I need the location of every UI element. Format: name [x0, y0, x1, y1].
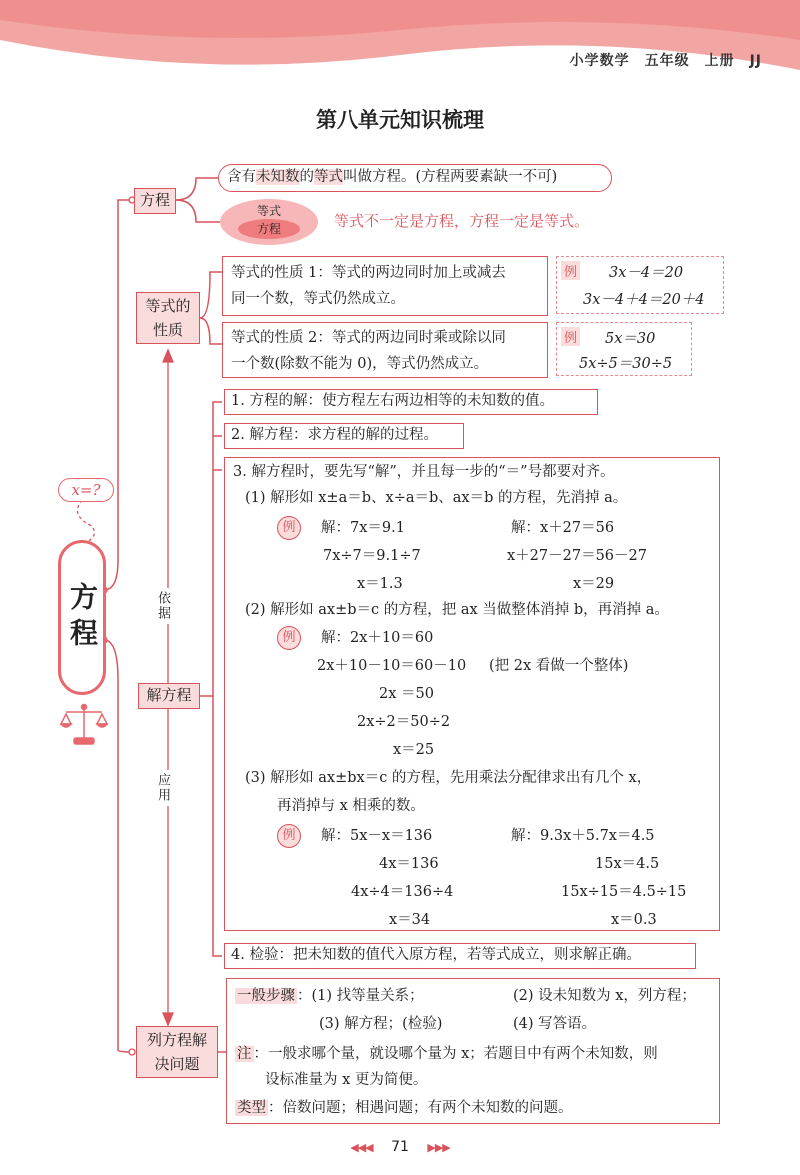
note-line2: 设标准量为 x 更为简便。 [265, 1072, 428, 1088]
def-unknown: 未知数 [256, 169, 300, 185]
tag-word-problem [136, 1026, 218, 1078]
e3b-1: 15x＝4.5 [595, 856, 660, 872]
step-2: (2) 设未知数为 x，列方程； [513, 988, 696, 1004]
note-label: 注 [237, 1046, 252, 1062]
type1-title: (1) 解形如 x±a＝b、x÷a＝b、ax＝b 的方程，先消掉 a。 [245, 490, 628, 506]
central-topic [58, 540, 106, 695]
word-problem-box [226, 978, 720, 1124]
e2-0: 解：2x＋10＝60 [321, 630, 434, 646]
item2-text: 2. 解方程：求方程的解的过程。 [231, 427, 438, 443]
badge-text: x=? [71, 481, 101, 499]
type2-title: (2) 解形如 ax±b＝c 的方程，把 ax 当做整体消掉 b，再消掉 a。 [245, 602, 669, 618]
solve-item-3 [224, 457, 720, 931]
property-2-l1: 等式的性质 2：等式的两边同时乘或除以同 [231, 330, 506, 346]
solve-item-4 [224, 943, 696, 969]
e2-note: (把 2x 看做一个整体) [489, 658, 629, 674]
example-label: 例 [561, 261, 580, 280]
label-apply: 应用 [153, 770, 172, 806]
steps-label: 一般步骤 [237, 988, 295, 1004]
header-book-info: 小学数学 五年级 上册 JJ [569, 53, 762, 69]
e1b-0: 解：x＋27＝56 [511, 520, 615, 536]
page-footer [0, 1139, 800, 1155]
def-mid: 的 [299, 169, 314, 185]
def-pre: 含有 [227, 169, 256, 185]
property-2-example [556, 322, 692, 376]
e1b-1: x＋27－27＝56－27 [507, 548, 647, 564]
note-text-1: ：一般求哪个量，就设哪个量为 x；若题目中有两个未知数，则 [253, 1046, 658, 1062]
types-text: ：倍数问题；相遇问题；有两个未知数的问题。 [268, 1100, 573, 1116]
central-label: 方程 [66, 582, 99, 654]
ex1-line1: 3x－4＝20 [609, 265, 684, 281]
e3a-3: x＝34 [389, 912, 431, 928]
def-post: 叫做方程。(方程两要素缺一不可) [343, 169, 558, 185]
relation-text: 等式不一定是方程，方程一定是等式。 [334, 212, 590, 230]
e3b-0: 解：9.3x＋5.7x＝4.5 [511, 828, 655, 844]
item4-text: 4. 检验：把未知数的值代入原方程，若等式成立，则求解正确。 [231, 947, 641, 963]
e3b-3: x＝0.3 [611, 912, 657, 928]
e1a-0: 解：7x＝9.1 [321, 520, 405, 536]
oval-inner [238, 219, 300, 239]
e3a-1: 4x＝136 [379, 856, 439, 872]
tag-solve: 解方程 [138, 683, 200, 709]
property-1-l2: 同一个数，等式仍然成立。 [231, 291, 405, 307]
e3a-2: 4x÷4＝136÷4 [351, 884, 454, 900]
def-equation: 等式 [314, 169, 343, 185]
example-icon: 例 [277, 626, 301, 650]
property-2-l2: 一个数(除数不能为 0)，等式仍然成立。 [231, 356, 489, 372]
page-number: 71 [391, 1139, 409, 1155]
ex2-line1: 5x＝30 [605, 331, 656, 347]
ex1-line2: 3x－4＋4＝20＋4 [583, 292, 705, 308]
step-1: ：(1) 找等量关系； [297, 988, 424, 1004]
step-4: (4) 写答语。 [513, 1016, 597, 1032]
label-basis: 依据 [153, 588, 172, 624]
e2-2: 2x ＝50 [379, 686, 434, 702]
tag-word-l1: 列方程解 [146, 1031, 207, 1049]
types-line [235, 1095, 573, 1121]
type3-title-l2: 再消掉与 x 相乘的数。 [277, 798, 425, 814]
e2-4: x＝25 [393, 742, 435, 758]
page-title: 第八单元知识梳理 [316, 108, 484, 132]
next-arrows-icon: ▶▶▶ [427, 1141, 450, 1154]
solve-item-2 [224, 423, 464, 449]
property-1-example [556, 256, 724, 314]
solve-item-1 [224, 389, 598, 415]
types-label: 类型 [237, 1100, 266, 1116]
e2-3: 2x÷2＝50÷2 [357, 714, 451, 730]
property-1-l1: 等式的性质 1：等式的两边同时加上或减去 [231, 265, 506, 281]
property-2-box [222, 322, 548, 378]
e3a-0: 解：5x－x＝136 [321, 828, 433, 844]
e1a-1: 7x÷7＝9.1÷7 [323, 548, 421, 564]
property-1-box [222, 256, 548, 316]
ex2-line2: 5x÷5＝30÷5 [579, 356, 673, 372]
prev-arrows-icon: ◀◀◀ [350, 1141, 373, 1154]
e1a-2: x＝1.3 [357, 576, 403, 592]
example-label: 例 [561, 327, 580, 346]
tag-property [136, 292, 200, 344]
e1b-2: x＝29 [573, 576, 615, 592]
item3-title: 3. 解方程时，要先写“解”，并且每一步的“＝”号都要对齐。 [233, 464, 615, 480]
oval-outer-label: 等式 [256, 204, 281, 218]
e2-1: 2x＋10－10＝60－10 [317, 658, 467, 674]
venn-oval [220, 199, 318, 245]
tag-property-l1: 等式的 [145, 297, 191, 315]
example-icon: 例 [277, 516, 301, 540]
oval-inner-label: 方程 [256, 222, 281, 236]
balance-scale-icon [60, 702, 108, 748]
definition-box [218, 164, 612, 192]
item1-text: 1. 方程的解：使方程左右两边相等的未知数的值。 [231, 393, 554, 409]
tag-property-l2: 性质 [152, 321, 183, 339]
e3b-2: 15x÷15＝4.5÷15 [561, 884, 687, 900]
tag-word-l2: 决问题 [154, 1055, 200, 1073]
step-3: (3) 解方程；(检验) [319, 1016, 443, 1032]
type3-title-l1: (3) 解形如 ax±bx＝c 的方程，先用乘法分配律求出有几个 x， [245, 770, 652, 786]
tag-fangcheng: 方程 [134, 188, 176, 214]
steps-line1 [235, 983, 424, 1009]
central-badge [58, 478, 114, 502]
example-icon: 例 [277, 824, 301, 848]
note-line1 [235, 1041, 658, 1067]
